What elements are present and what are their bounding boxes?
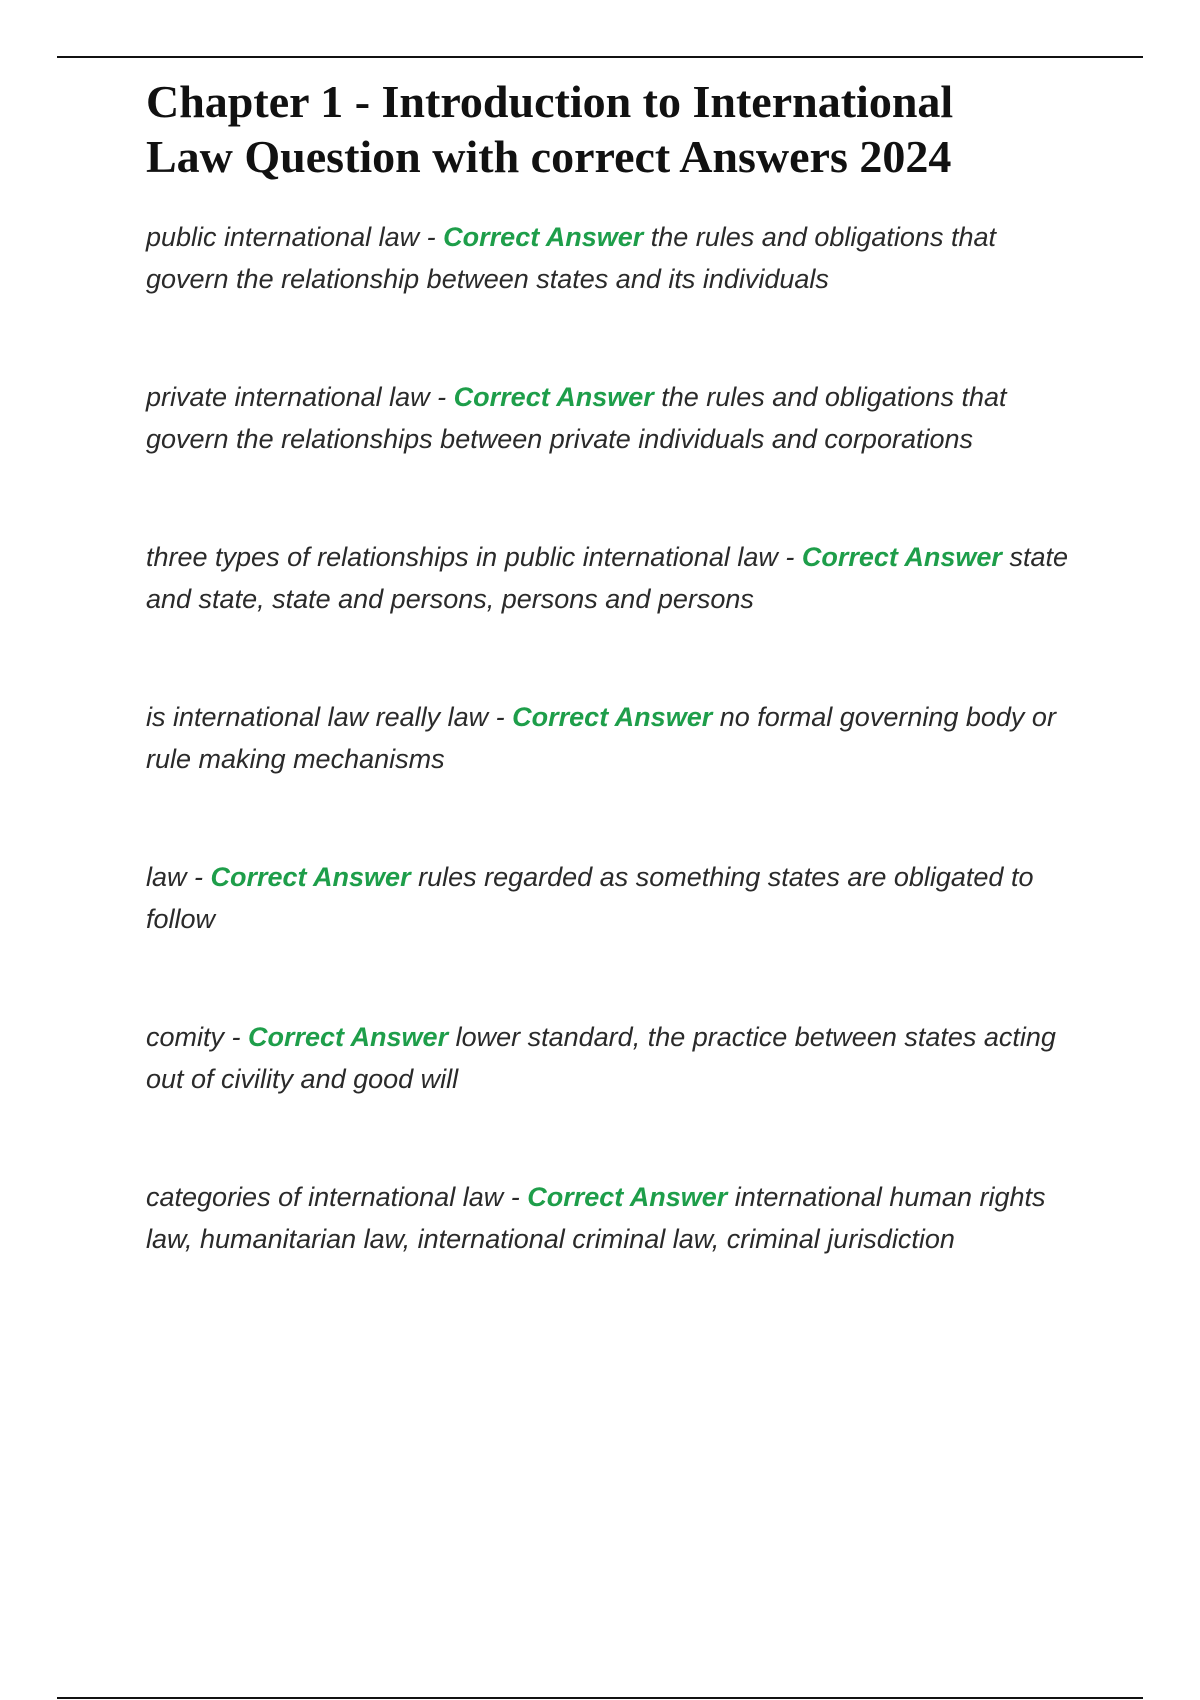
- answer-text: international human rights law, humanitarian law, international criminal law, criminal jurisdiction: [146, 1182, 1046, 1254]
- qa-list: [146, 216, 1086, 1260]
- answer-text: lower standard, the practice between states acting out of civility and good will: [146, 1022, 1056, 1094]
- qa-item: is international law really law - Correct Answer no formal governing body or rule making mechanisms: [146, 702, 1056, 774]
- answer-text: the rules and obligations that govern the relationships between private individuals and corporations: [146, 382, 1007, 454]
- question-text: categories of international law: [146, 1182, 504, 1212]
- correct-answer-label: Correct Answer: [453, 382, 654, 412]
- document-page: [146, 74, 1086, 1336]
- question-text: public international law: [146, 222, 420, 252]
- correct-answer-label: Correct Answer: [801, 542, 1002, 572]
- qa-item: public international law - Correct Answer the rules and obligations that govern the relationship between states and its individuals: [146, 222, 996, 294]
- correct-answer-label: Correct Answer: [512, 702, 713, 732]
- answer-text: the rules and obligations that govern the relationship between states and its individuals: [146, 222, 996, 294]
- qa-item: comity - Correct Answer lower standard, the practice between states acting out of civility and good will: [146, 1022, 1056, 1094]
- document-title: [146, 74, 1086, 184]
- title-line-2: Law Question with correct Answers 2024: [146, 131, 952, 182]
- qa-item: three types of relationships in public international law - Correct Answer state and state, state and persons, persons and persons: [146, 542, 1068, 614]
- qa-item: categories of international law - Correct Answer international human rights law, humanitarian law, international criminal law, criminal jurisdiction: [146, 1182, 1046, 1254]
- correct-answer-label: Correct Answer: [248, 1022, 449, 1052]
- correct-answer-label: Correct Answer: [210, 862, 411, 892]
- question-text: three types of relationships in public international law: [146, 542, 778, 572]
- qa-item: law - Correct Answer rules regarded as something states are obligated to follow: [146, 862, 1034, 934]
- bottom-rule: [57, 1697, 1143, 1699]
- answer-text: state and state, state and persons, persons and persons: [146, 542, 1068, 614]
- question-text: law: [146, 862, 187, 892]
- answer-text: no formal governing body or rule making mechanisms: [146, 702, 1056, 774]
- correct-answer-label: Correct Answer: [527, 1182, 728, 1212]
- qa-item: private international law - Correct Answer the rules and obligations that govern the relationships between private individuals and corporations: [146, 382, 1007, 454]
- answer-text: rules regarded as something states are obligated to follow: [146, 862, 1034, 934]
- correct-answer-label: Correct Answer: [443, 222, 644, 252]
- question-text: is international law really law: [146, 702, 489, 732]
- question-text: private international law: [146, 382, 430, 412]
- question-text: comity: [146, 1022, 225, 1052]
- title-line-1: Chapter 1 - Introduction to International: [146, 76, 954, 127]
- top-rule: [57, 56, 1143, 58]
